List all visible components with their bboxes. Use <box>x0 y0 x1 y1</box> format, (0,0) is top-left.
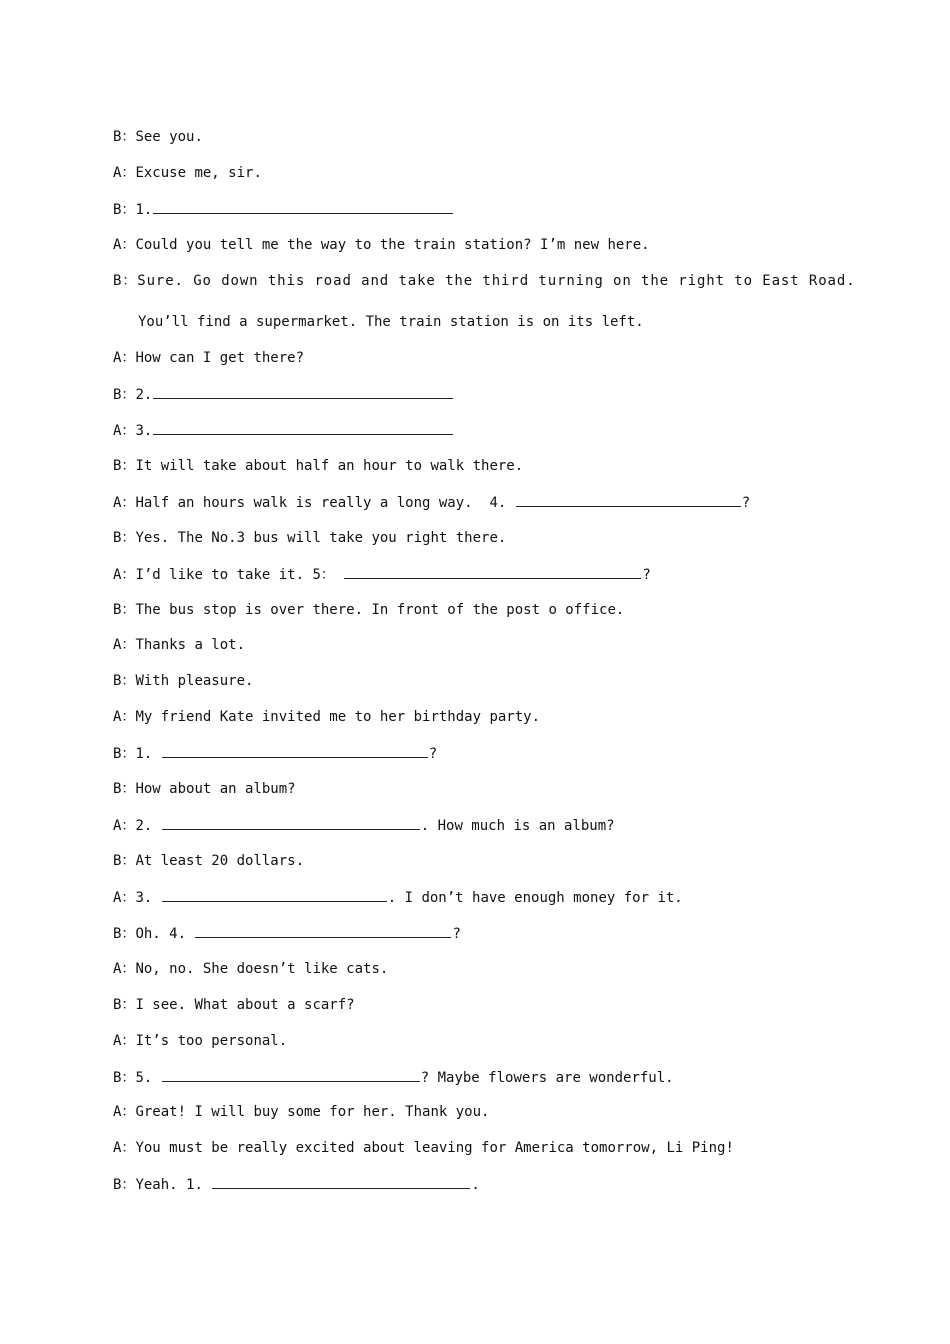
answer-blank[interactable] <box>162 1065 420 1082</box>
answer-blank[interactable] <box>195 921 451 938</box>
speaker-label: A： <box>113 350 136 366</box>
question-number: 1. <box>135 202 153 218</box>
dialogue-line <box>113 669 838 693</box>
dialogue-line <box>113 813 838 837</box>
dialogue-line <box>113 161 838 185</box>
speaker-label: B： <box>113 673 136 689</box>
line-end: ? <box>741 495 751 511</box>
speaker-label: A： <box>113 818 136 834</box>
speaker-label: A： <box>113 1033 136 1049</box>
line-end: ? <box>642 567 651 583</box>
answer-blank[interactable] <box>153 382 453 399</box>
answer-blank[interactable] <box>344 562 641 579</box>
line-text: With pleasure. <box>135 673 254 689</box>
dialogue-line <box>113 1065 838 1089</box>
line-text: How about an album? <box>135 781 296 797</box>
dialogue-line <box>113 562 838 586</box>
dialogue-line <box>113 633 838 657</box>
line-text: At least 20 dollars. <box>135 853 305 869</box>
question-number: 3. <box>135 423 153 439</box>
speaker-label: A： <box>113 495 136 511</box>
line-text: Excuse me, sir. <box>135 165 262 181</box>
line-text: Sure. Go down this road and take the third turning on the right to East Road. <box>137 273 856 289</box>
line-text: Yes. The No.3 bus will take you right there. <box>135 530 507 546</box>
speaker-label: B： <box>113 273 138 289</box>
speaker-label: B： <box>113 1070 136 1086</box>
line-text: It’s too personal. <box>135 1033 288 1049</box>
dialogue-line-continued <box>138 310 863 334</box>
speaker-label: B： <box>113 458 136 474</box>
speaker-label: B： <box>113 602 136 618</box>
speaker-label: B： <box>113 387 136 403</box>
line-text: 2. <box>135 818 153 834</box>
line-text: I see. What about a scarf? <box>135 997 355 1013</box>
speaker-label: A： <box>113 423 136 439</box>
dialogue-line <box>113 957 838 981</box>
speaker-label: B： <box>113 202 136 218</box>
line-text: Yeah. 1. <box>135 1177 203 1193</box>
line-text: Could you tell me the way to the train station? I’m new here. <box>135 237 650 253</box>
line-end: . I don’t have enough money for it. <box>387 890 683 906</box>
dialogue-line <box>113 269 856 293</box>
line-text: 3. <box>135 890 153 906</box>
speaker-label: B： <box>113 1177 136 1193</box>
answer-blank[interactable] <box>162 885 387 902</box>
dialogue-line <box>113 382 838 406</box>
speaker-label: B： <box>113 997 136 1013</box>
speaker-label: A： <box>113 1104 136 1120</box>
line-text: 1. <box>135 746 153 762</box>
line-end: ? Maybe flowers are wonderful. <box>420 1070 674 1086</box>
speaker-label: A： <box>113 165 136 181</box>
dialogue-line <box>113 885 838 909</box>
dialogue-line <box>113 1172 838 1196</box>
dialogue-line <box>113 418 838 442</box>
line-end: ? <box>428 746 438 762</box>
line-text: See you. <box>135 129 203 145</box>
speaker-label: A： <box>113 709 136 725</box>
speaker-label: B： <box>113 530 136 546</box>
line-text: My friend Kate invited me to her birthday party. <box>135 709 541 725</box>
dialogue-line <box>113 454 838 478</box>
line-text: Oh. 4. <box>135 926 187 942</box>
line-text: 5. <box>135 1070 153 1086</box>
speaker-label: A： <box>113 961 136 977</box>
dialogue-line <box>113 849 838 873</box>
line-text: No, no. She doesn’t like cats. <box>135 961 389 977</box>
answer-blank[interactable] <box>212 1172 470 1189</box>
dialogue-line <box>113 921 838 945</box>
speaker-label: B： <box>113 926 136 942</box>
dialogue-line <box>113 1029 838 1053</box>
line-text: You’ll find a supermarket. The train station is on its left. <box>138 314 644 330</box>
dialogue-line <box>113 526 838 550</box>
speaker-label: B： <box>113 746 136 762</box>
dialogue-line <box>113 993 838 1017</box>
line-text: Half an hours walk is really a long way. 4. <box>135 495 507 511</box>
dialogue-line <box>113 197 838 221</box>
dialogue-line <box>113 346 838 370</box>
dialogue-line <box>113 741 838 765</box>
answer-blank[interactable] <box>153 418 453 435</box>
line-text: Great! I will buy some for her. Thank you. <box>135 1104 490 1120</box>
question-number: 2. <box>135 387 153 403</box>
speaker-label: A： <box>113 567 136 583</box>
speaker-label: B： <box>113 853 136 869</box>
speaker-label: A： <box>113 890 136 906</box>
line-text: It will take about half an hour to walk there. <box>135 458 524 474</box>
line-end: . <box>471 1177 480 1193</box>
line-text: You must be really excited about leaving for America tomorrow, Li Ping! <box>135 1140 734 1156</box>
answer-blank[interactable] <box>162 813 420 830</box>
line-text: The bus stop is over there. In front of the post o office. <box>135 602 625 618</box>
dialogue-line <box>113 598 838 622</box>
dialogue-line <box>113 777 838 801</box>
dialogue-line <box>113 1100 838 1124</box>
answer-blank[interactable] <box>153 197 453 214</box>
dialogue-line <box>113 233 838 257</box>
speaker-label: B： <box>113 781 136 797</box>
line-end: ? <box>452 926 461 942</box>
speaker-label: B： <box>113 129 136 145</box>
answer-blank[interactable] <box>516 490 741 507</box>
dialogue-line <box>113 125 838 149</box>
speaker-label: A： <box>113 637 136 653</box>
line-text: I’d like to take it. 5： <box>135 567 335 583</box>
answer-blank[interactable] <box>162 741 428 758</box>
line-text: How can I get there? <box>135 350 305 366</box>
speaker-label: A： <box>113 237 136 253</box>
line-end: . How much is an album? <box>420 818 615 834</box>
speaker-label: A： <box>113 1140 136 1156</box>
dialogue-line <box>113 1136 838 1160</box>
dialogue-line <box>113 705 838 729</box>
dialogue-line <box>113 490 838 514</box>
line-text: Thanks a lot. <box>135 637 246 653</box>
